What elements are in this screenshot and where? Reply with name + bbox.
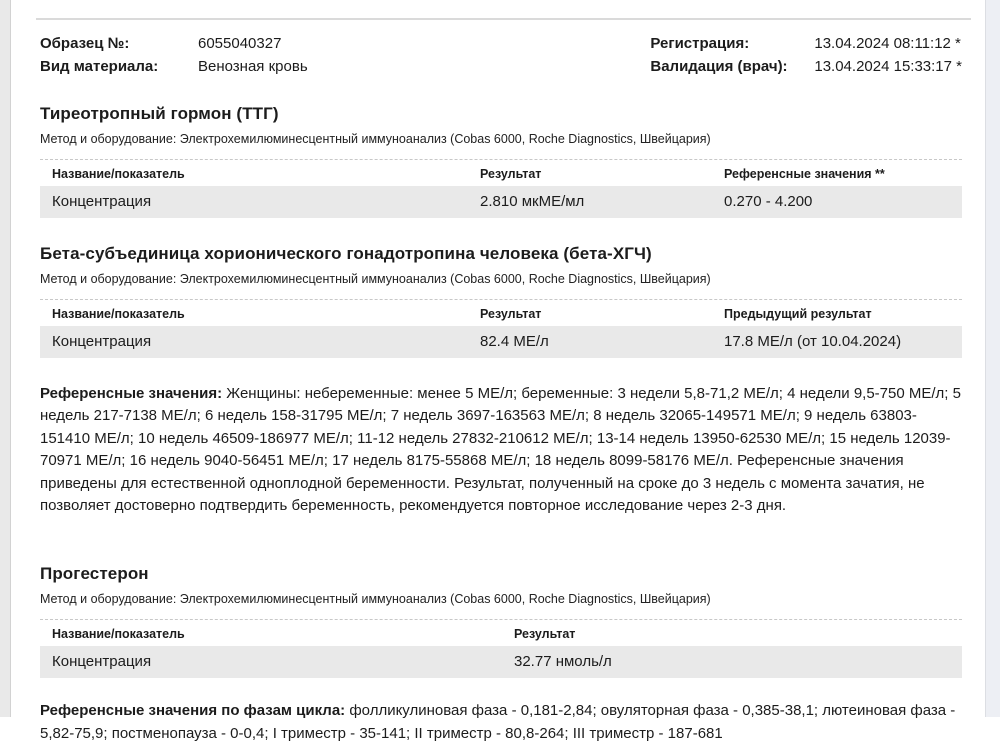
left-gutter [0,0,11,717]
material-type-value: Венозная кровь [198,58,308,75]
col-header-name: Название/показатель [52,627,185,642]
col-header-name: Название/показатель [52,167,185,181]
results-table-progesterone [40,619,962,678]
table-row [40,326,962,358]
right-scroll-gutter [985,0,1000,717]
registration-label: Регистрация: [650,35,750,52]
table-header-row [40,619,962,646]
method-line-progesterone: Метод и оборудование: Электрохемилюминесцентный иммуноанализ (Cobas 6000, Roche Diagnostics, Швейцария) [40,592,711,607]
table-header-row [40,299,962,326]
reference-note-lead: Референсные значения: [40,385,223,402]
reference-note-body: фолликулиновая фаза - 0,181-2,84; овуляторная фаза - 0,385-38,1; лютеиновая фаза - 5,82-75,9; постменопауза - 0-0,4; I триместр - 35-141; II триместр - 80,8-264; III триместр - 187-681 [40,702,956,742]
validation-value: 13.04.2024 15:33:17 * [814,58,962,75]
results-table-ttg [40,159,962,218]
cell-reference: 0.270 - 4.200 [724,193,813,210]
section-ttg [40,104,975,218]
section-title-hcg: Бета-субъединица хорионического гонадотропина человека (бета-ХГЧ) [40,244,652,263]
col-header-result: Результат [480,307,542,321]
lab-report-page [12,0,985,742]
cell-result: 32.77 нмоль/л [514,653,612,671]
report-meta [40,33,962,77]
col-header-result: Результат [480,167,542,181]
table-header-row [40,159,962,186]
sample-number-value: 6055040327 [198,35,282,52]
section-title-ttg: Тиреотропный гормон (ТТГ) [40,104,279,123]
section-progesterone [40,564,975,745]
meta-right [650,33,962,77]
registration-value: 13.04.2024 08:11:12 * [814,35,961,52]
cell-result: 2.810 мкМЕ/мл [480,193,585,210]
cell-indicator: Концентрация [52,653,152,671]
validation-label: Валидация (врач): [650,58,788,75]
reference-note-body: Женщины: небеременные: менее 5 МЕ/л; беременные: 3 недели 5,8-71,2 МЕ/л; 4 недели 9,5-750 МЕ/л; 5 недель 217-7138 МЕ/л; 6 недель 158-31795 МЕ/л; 7 недель 3697-163563 МЕ/л; 8 недель 32065-149571 МЕ/л; 9 недель 63803-151410 МЕ/л; 10 недель 46509-186977 МЕ/л; 11-12 недель 27832-210612 МЕ/л; 13-14 недель 13950-62530 МЕ/л; 15 недель 12039-70971 МЕ/л; 16 недель 9040-56451 МЕ/л; 17 недель 8175-55868 МЕ/л; 18 недель 8099-58176 МЕ/л. Референсные значения приведены для естественной одноплодной беременности. Результат, полученный на сроке до 3 недель с момента зачатия, не позволяет достоверно подтвердить беременность, рекомендуется повторное исследование через 2-3 дня. [40,385,961,515]
col-header-name: Название/показатель [52,307,185,321]
cell-result: 82.4 МЕ/л [480,333,549,350]
col-header-previous: Предыдущий результат [724,307,872,321]
table-row [40,646,962,678]
reference-note-progesterone [40,700,962,745]
top-divider [36,18,971,20]
col-header-reference: Референсные значения ** [724,167,885,181]
section-title-progesterone: Прогестерон [40,564,149,584]
table-row [40,186,962,218]
sample-number-label: Образец №: [40,35,130,52]
method-line-hcg: Метод и оборудование: Электрохемилюминесцентный иммуноанализ (Cobas 6000, Roche Diagnostics, Швейцария) [40,272,711,286]
meta-left [40,33,308,77]
cell-indicator: Концентрация [52,193,152,210]
results-table-hcg [40,299,962,358]
col-header-result: Результат [514,627,576,642]
reference-note-lead: Референсные значения по фазам цикла: [40,702,346,720]
section-hcg [40,244,975,517]
material-type-label: Вид материала: [40,58,159,75]
method-line-ttg: Метод и оборудование: Электрохемилюминесцентный иммуноанализ (Cobas 6000, Roche Diagnostics, Швейцария) [40,132,711,146]
cell-indicator: Концентрация [52,333,152,350]
cell-previous-result: 17.8 МЕ/л (от 10.04.2024) [724,333,902,350]
reference-note-hcg [40,383,962,517]
